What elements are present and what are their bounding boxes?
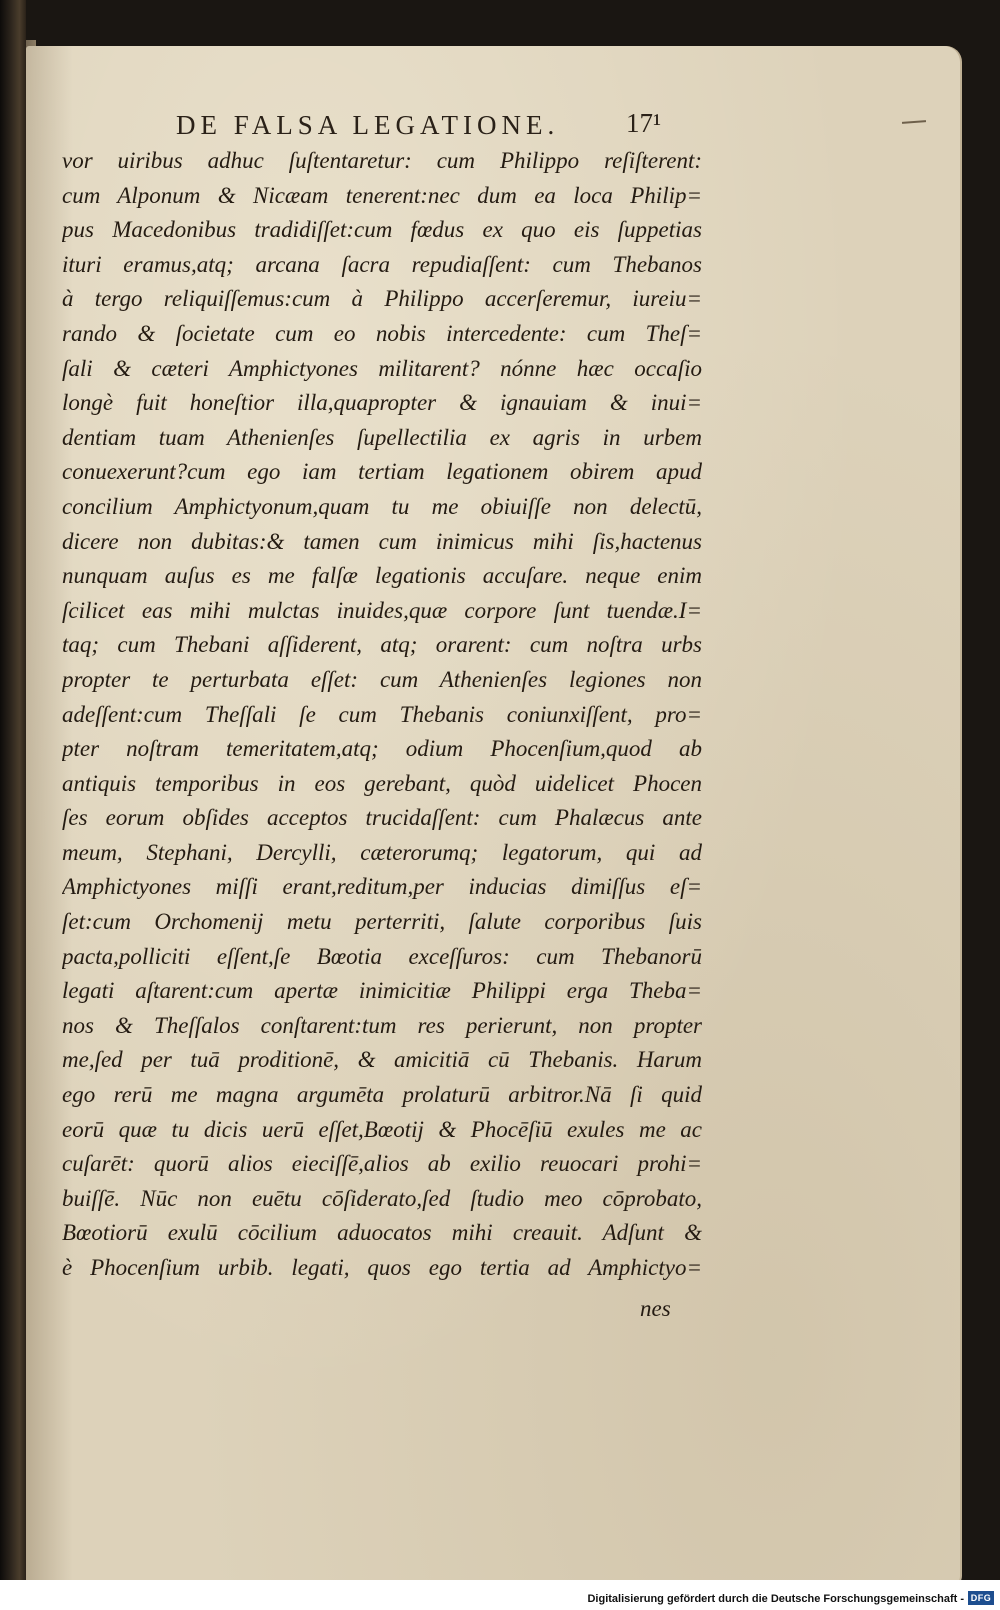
text-line: me,ſed per tuā proditionē, & amicitiā cū Thebanis. Harum xyxy=(62,1047,702,1073)
text-line: ituri eramus,atq; arcana ſacra repudiaſſent: cum Thebanos xyxy=(62,251,702,277)
text-line: adeſſent:cum Theſſali ſe cum Thebanis coniunxiſſent, pro= xyxy=(62,701,702,727)
text-line: meum, Stephani, Dercylli, cæterorumq; legatorum, qui ad xyxy=(62,839,702,865)
text-line: antiquis temporibus in eos gerebant, quòd uidelicet Phocen xyxy=(62,770,702,796)
text-line: cuſarēt: quorū alios eieciſſē,alios ab exilio reuocari prohi= xyxy=(62,1151,702,1177)
text-line: conuexerunt?cum ego iam tertiam legationem obirem apud xyxy=(62,459,702,485)
text-line: à tergo reliquiſſemus:cum à Philippo accerſeremur, iureiu= xyxy=(62,286,702,312)
text-line: dentiam tuam Athenienſes ſupellectilia ex agris in urbem xyxy=(62,424,702,450)
text-line: nunquam auſus es me falſæ legationis accuſare. neque enim xyxy=(62,563,702,589)
text-line: pus Macedonibus tradidiſſet:cum fœdus ex quo eis ſuppetias xyxy=(62,217,702,243)
funding-credit: Digitalisierung gefördert durch die Deutsche Forschungsgemeinschaft - xyxy=(587,1593,964,1605)
body-text xyxy=(62,144,702,1286)
text-line: longè fuit honeſtior illa,quapropter & ignauiam & inui= xyxy=(62,390,702,416)
text-line: è Phocenſium urbib. legati, quos ego tertia ad Amphictyo= xyxy=(62,1255,702,1280)
text-line: concilium Amphictyonum,quam tu me obiuiſſe non delectū, xyxy=(62,493,702,519)
catchword: nes xyxy=(640,1296,671,1321)
text-line: legati aſtarent:cum apertæ inimicitiæ Philippi erga Theba= xyxy=(62,978,702,1004)
text-line: ſes eorum obſides acceptos trucidaſſent: cum Phalæcus ante xyxy=(62,805,702,831)
text-line: ſali & cæteri Amphictyones militarent? nónne hæc occaſio xyxy=(62,355,702,381)
text-line: buiſſē. Nūc non euētu cōſiderato,ſed ſtudio meo cōprobato, xyxy=(62,1185,702,1211)
text-line: pacta,polliciti eſſent,ſe Bœotia exceſſuros: cum Thebanorū xyxy=(62,943,702,969)
text-line: pter noſtram temeritatem,atq; odium Phocenſium,quod ab xyxy=(62,736,702,762)
text-line: Amphictyones miſſi erant,reditum,per inducias dimiſſus eſ= xyxy=(62,874,702,900)
book-spine xyxy=(0,0,26,1580)
text-line: cum Alponum & Nicæam tenerent:nec dum ea loca Philip= xyxy=(62,182,702,208)
text-line: eorū quæ tu dicis uerū eſſet,Bœotij & Phocēſiū exules me ac xyxy=(62,1116,702,1142)
running-head: DE FALSA LEGATIONE. xyxy=(176,110,560,140)
text-line: Bœotiorū exulū cōcilium aduocatos mihi creauit. Adſunt & xyxy=(62,1220,702,1246)
dfg-logo: DFG xyxy=(968,1591,994,1605)
text-line: ſet:cum Orchomenij metu perterriti, ſalute corporibus ſuis xyxy=(62,909,702,935)
text-line: taq; cum Thebani aſſiderent, atq; orarent: cum noſtra urbs xyxy=(62,632,702,658)
text-line: ego rerū me magna argumēta prolaturū arbitror.Nā ſi quid xyxy=(62,1082,702,1108)
text-line: rando & ſocietate cum eo nobis intercedente: cum Theſ= xyxy=(62,320,702,346)
text-line: nos & Theſſalos conſtarent:tum res perierunt, non propter xyxy=(62,1012,702,1038)
page-number: 17¹ xyxy=(626,108,662,138)
text-line: propter te perturbata eſſet: cum Athenienſes legiones non xyxy=(62,666,702,692)
text-line: ſcilicet eas mihi mulctas inuides,quæ corpore ſunt tuendæ.I= xyxy=(62,597,702,623)
text-line: dicere non dubitas:& tamen cum inimicus mihi ſis,hactenus xyxy=(62,528,702,554)
text-line: vor uiribus adhuc ſuſtentaretur: cum Philippo reſiſterent: xyxy=(62,148,702,173)
